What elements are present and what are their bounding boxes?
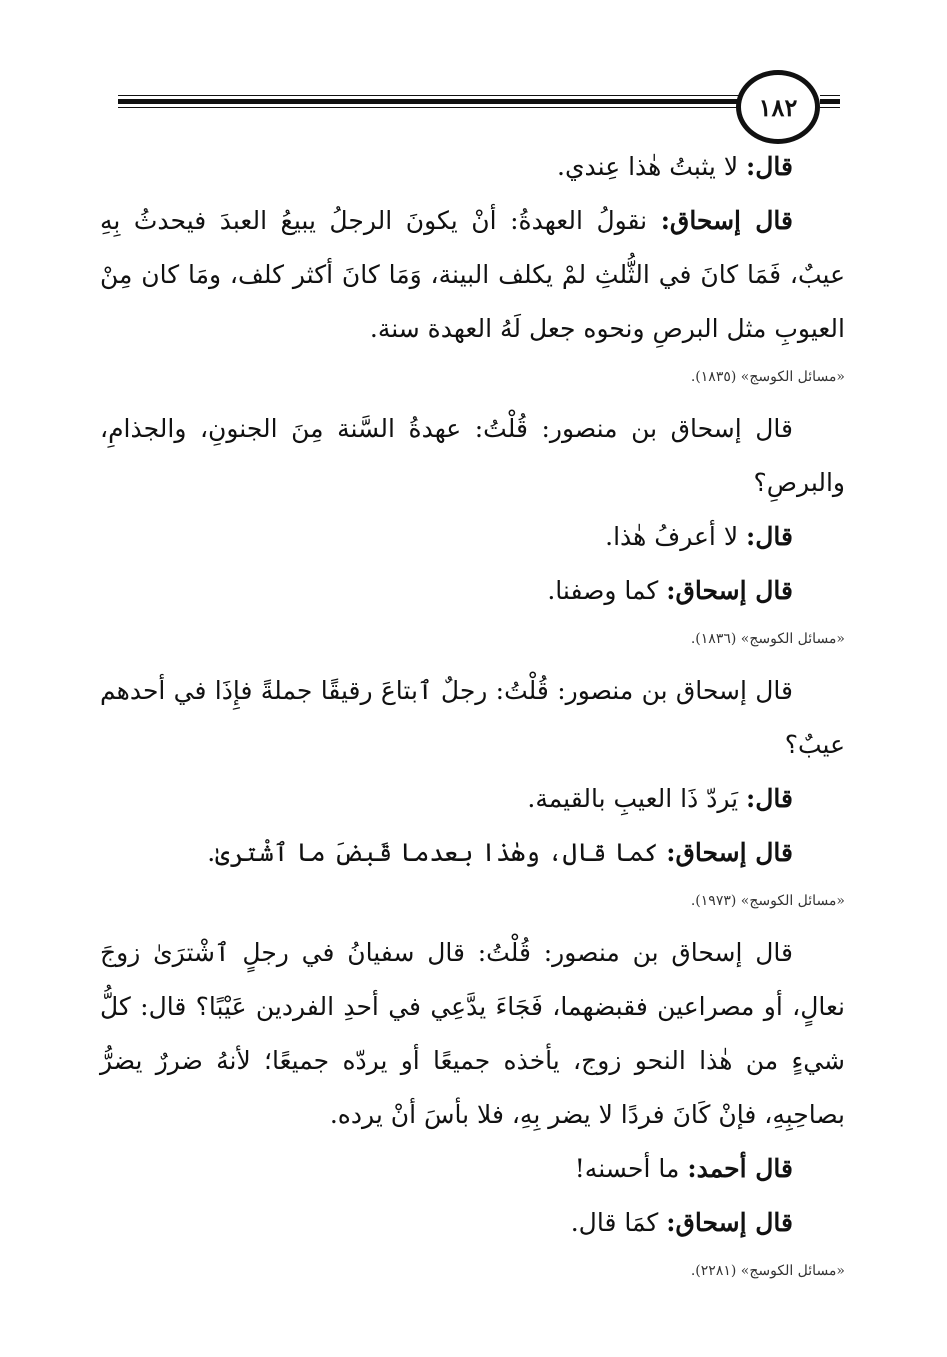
question-paragraph: قال إسحاق بن منصور: قُلْتُ: رجلٌ ٱبتاعَ رقيقًا جملةً فإِذَا في أحدهم عيبٌ؟ xyxy=(100,676,845,759)
speaker-text: يَردّ ذَا العيبِ بالقيمة. xyxy=(527,784,747,813)
dialogue-line xyxy=(100,1142,845,1196)
page-body xyxy=(100,140,845,1296)
citation: «مسائل الكوسج» (١٩٧٣). xyxy=(690,893,845,909)
dialogue-line xyxy=(100,510,845,564)
speaker-text: كمَا قال. xyxy=(570,1208,667,1237)
header-rule-tail xyxy=(820,107,840,108)
header-rule xyxy=(118,95,740,96)
header-rule xyxy=(118,99,740,104)
dialogue-line xyxy=(100,826,845,880)
speaker-text: لا يثبتُ هٰذا عِندي. xyxy=(557,152,747,181)
speaker-label: قال إسحاق: xyxy=(666,576,793,605)
question-paragraph: قال إسحاق بن منصور: قُلْتُ: عهدةُ السَّنة مِنَ الجنونِ، والجذامِ، والبرصِ؟ xyxy=(100,414,845,497)
dialogue-line xyxy=(100,140,845,194)
speaker-label: قال: xyxy=(746,152,793,181)
dialogue-line xyxy=(100,564,845,618)
speaker-text: كما وصفنا. xyxy=(547,576,667,605)
header-rule-tail xyxy=(820,99,840,104)
speaker-label: قال: xyxy=(746,522,793,551)
dialogue-line xyxy=(100,1196,845,1250)
dialogue-line xyxy=(100,772,845,826)
citation: «مسائل الكوسج» (١٨٣٥). xyxy=(690,369,845,385)
citation: «مسائل الكوسج» (٢٢٨١). xyxy=(690,1263,845,1279)
speaker-label: قال إسحاق: xyxy=(666,1208,793,1237)
speaker-text: كما قال، وهٰذا بعدما قَبضَ ما ٱشْترىٰ. xyxy=(207,838,667,867)
page-header xyxy=(0,62,947,142)
speaker-text: نقولُ العهدةُ: أنْ يكونَ الرجلُ يبيعُ العبدَ فيحدثُ بِهِ عيبٌ، فَمَا كانَ في الثُّلثِ لمْ يكلف البينة، وَمَا كانَ أكثر كلف، ومَا كان مِنْ العيوبِ مثل البرصِ ونحوه جعل لَهُ العهدة سنة. xyxy=(100,206,845,343)
speaker-label: قال أحمد: xyxy=(687,1154,793,1183)
header-rule xyxy=(118,107,740,108)
speaker-text: ما أحسنه! xyxy=(574,1154,688,1183)
speaker-label: قال: xyxy=(746,784,793,813)
header-rule-tail xyxy=(820,95,840,96)
speaker-label: قال إسحاق: xyxy=(666,838,793,867)
page-number: ١٨٢ xyxy=(736,70,820,144)
speaker-text: لا أعرفُ هٰذا. xyxy=(605,522,747,551)
question-paragraph: قال إسحاق بن منصور: قُلْتُ: قال سفيانُ في رجلٍ ٱشْترَىٰ زوجَ نعالٍ، أو مصراعين فقبضهما، فَجَاءَ يدَّعِي في أحدِ الفردين عَيْبًا؟ قال: كلُّ شيءٍ من هٰذا النحو زوج، يأخذه جميعًا أو يردّه جميعًا؛ لأنهُ ضررٌ يضرُّ بصاحِبِهِ، فإنْ كَانَ فردًا لا يضر بِهِ، فلا بأسَ أنْ يرده. xyxy=(100,938,845,1129)
speaker-label: قال إسحاق: xyxy=(660,206,793,235)
citation: «مسائل الكوسج» (١٨٣٦). xyxy=(690,631,845,647)
dialogue-line xyxy=(100,194,845,356)
